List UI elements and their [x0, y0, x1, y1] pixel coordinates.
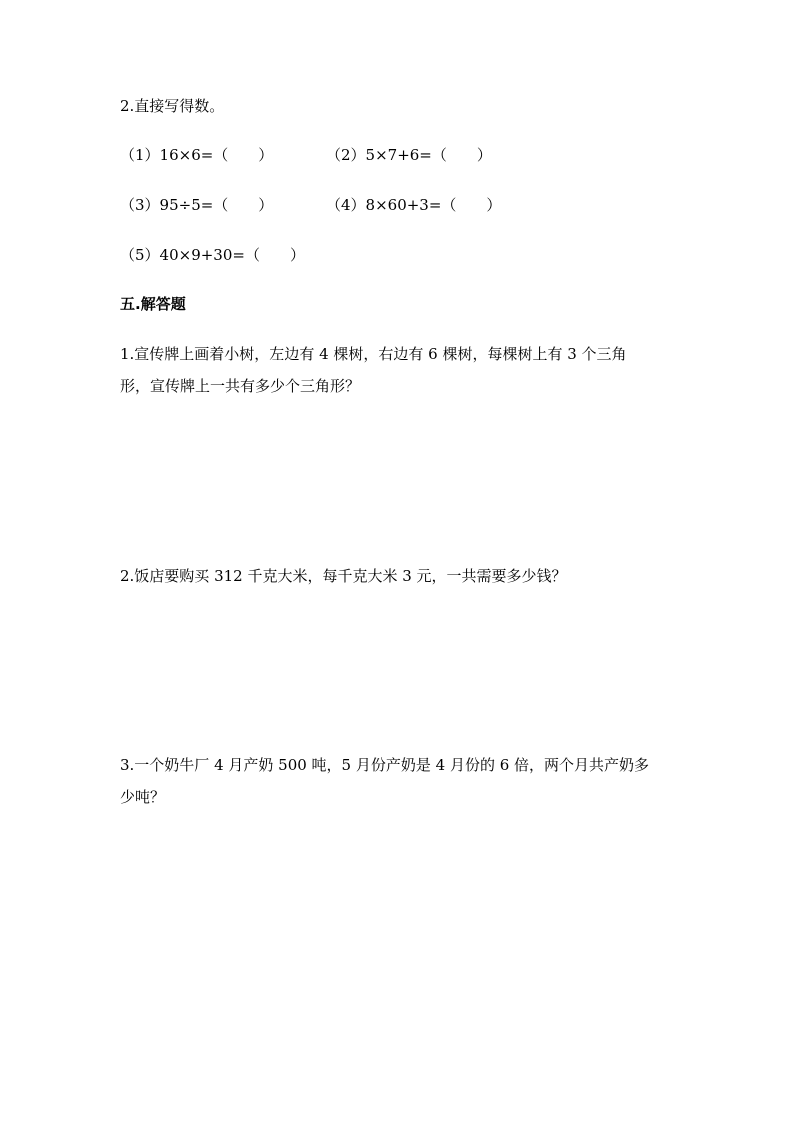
answer-space-3[interactable] [120, 816, 680, 1036]
calc-item-4: （4）8×60+3=（ ） [326, 196, 502, 214]
word-problem-1-line-2: 形，宣传牌上一共有多少个三角形？ [120, 377, 361, 395]
question-2-title: 2.直接写得数。 [120, 97, 225, 115]
calc-item-3: （3）95÷5=（ ） [120, 196, 274, 214]
word-problem-2-line-1: 2.饭店要购买 312 千克大米，每千克大米 3 元，一共需要多少钱？ [120, 567, 567, 585]
section-5-title: 五.解答题 [120, 295, 186, 313]
word-problem-3-line-2: 少吨？ [120, 788, 166, 806]
calc-item-1: （1）16×6=（ ） [120, 146, 274, 164]
word-problem-3-line-1: 3.一个奶牛厂 4 月产奶 500 吨，5 月份产奶是 4 月份的 6 倍，两个月共产奶多 [120, 756, 650, 774]
answer-space-2[interactable] [120, 595, 680, 750]
word-problem-1-line-1: 1.宣传牌上画着小树，左边有 4 棵树，右边有 6 棵树，每棵树上有 3 个三角 [120, 345, 627, 363]
calc-item-2: （2）5×7+6=（ ） [326, 146, 492, 164]
answer-space-1[interactable] [120, 405, 680, 555]
calc-item-5: （5）40×9+30=（ ） [120, 246, 305, 264]
